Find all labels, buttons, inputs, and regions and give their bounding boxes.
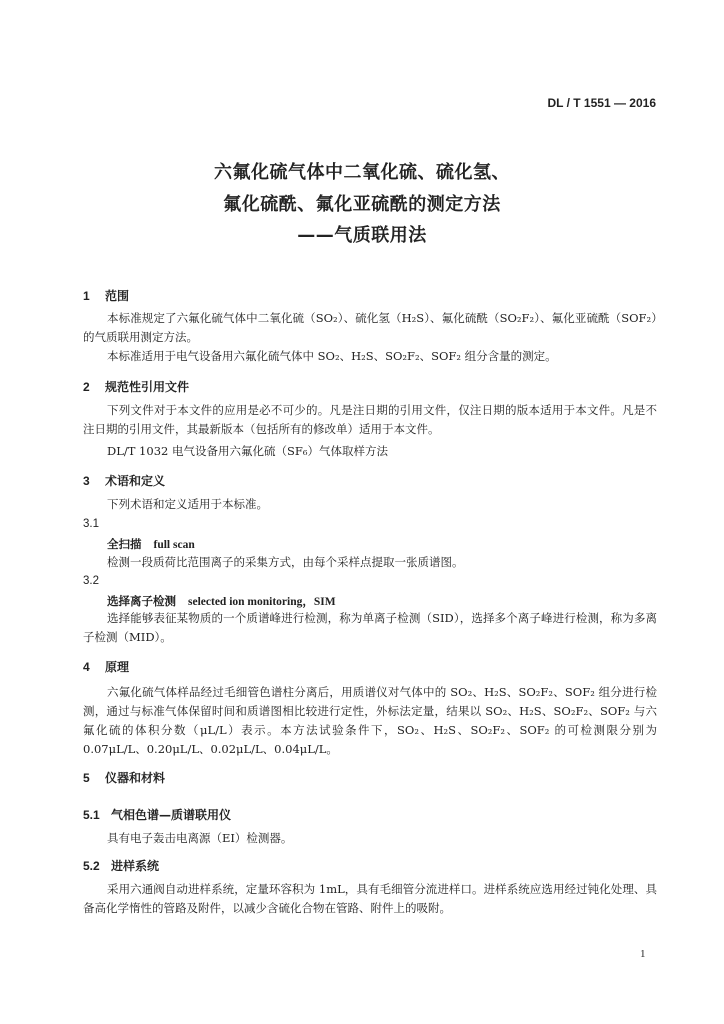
document-title-line-1: 六氟化硫气体中二氧化硫、硫化氢、 xyxy=(214,162,510,183)
section-number: 3 xyxy=(83,474,90,488)
section-title: 范围 xyxy=(105,289,130,303)
section-1-heading xyxy=(83,287,129,304)
section-number: 5 xyxy=(83,771,90,785)
term-3-1 xyxy=(107,536,195,552)
section-4-heading xyxy=(83,658,129,675)
section-number: 5.1 xyxy=(83,808,100,822)
section-number: 1 xyxy=(83,289,90,303)
section-title: 进样系统 xyxy=(111,859,160,873)
section-number: 2 xyxy=(83,380,90,394)
section-1-paragraph-2: 本标准适用于电气设备用六氟化硫气体中 SO₂、H₂S、SO₂F₂、SOF₂ 组分含量的测定。 xyxy=(107,349,557,363)
term-3-2-definition: 选择能够表征某物质的一个质谱峰进行检测，称为单离子检测（SID），选择多个离子峰进行检测，称为多离子检测（MID）。 xyxy=(83,611,657,644)
page-number: 1 xyxy=(640,948,646,960)
section-title: 规范性引用文件 xyxy=(105,380,190,394)
section-5-2-heading xyxy=(83,857,159,874)
standard-number: DL / T 1551 — 2016 xyxy=(547,96,656,110)
term-3-1-number: 3.1 xyxy=(83,518,99,530)
term-chinese: 选择离子检测 xyxy=(107,594,176,608)
section-5-heading xyxy=(83,769,165,786)
section-4-paragraph-1: 六氟化硫气体样品经过毛细管色谱柱分离后，用质谱仪对气体中的 SO₂、H₂S、SO₂F₂、SOF₂ 组分进行检测，通过与标准气体保留时间和质谱图相比较进行定性，外标法定量，结果以 SO₂、H₂S、SO₂F₂、SOF₂ 与六氟化硫的体积分数（μL/L）表示。本方法试验条件下，SO₂、H₂S、SO₂F₂、SOF₂ 的可检测限分别为 0.07μL/L、0.20μL/L、0.02μL/L、0.04μL/L。 xyxy=(83,685,657,756)
term-english: selected ion monitoring，SIM xyxy=(188,596,336,608)
section-5-1-heading xyxy=(83,806,231,823)
term-3-1-definition: 检测一段质荷比范围离子的采集方式，由每个采样点提取一张质谱图。 xyxy=(107,555,464,569)
section-5-1-paragraph: 具有电子轰击电离源（EI）检测器。 xyxy=(107,831,293,845)
term-3-2 xyxy=(107,593,336,609)
term-3-2-number: 3.2 xyxy=(83,575,99,587)
section-2-heading xyxy=(83,378,189,395)
document-title-line-3: ——气质联用法 xyxy=(297,225,427,246)
section-title: 仪器和材料 xyxy=(105,771,166,785)
section-number: 4 xyxy=(83,660,90,674)
section-title: 原理 xyxy=(105,660,130,674)
section-title: 术语和定义 xyxy=(105,474,166,488)
section-5-2-paragraph: 采用六通阀自动进样系统，定量环容积为 1mL，具有毛细管分流进样口。进样系统应选用经过钝化处理、具备高化学惰性的管路及附件，以减少含硫化合物在管路、附件上的吸附。 xyxy=(83,882,657,915)
normative-reference: DL/T 1032 电气设备用六氟化硫（SF₆）气体取样方法 xyxy=(107,444,388,458)
term-english: full scan xyxy=(153,539,195,551)
term-chinese: 全扫描 xyxy=(107,537,142,551)
section-3-intro: 下列术语和定义适用于本标准。 xyxy=(107,497,268,511)
document-title-line-2: 氟化硫酰、氟化亚硫酰的测定方法 xyxy=(223,194,501,215)
section-2-paragraph-1: 下列文件对于本文件的应用是必不可少的。凡是注日期的引用文件，仅注日期的版本适用于本文件。凡是不注日期的引用文件，其最新版本（包括所有的修改单）适用于本文件。 xyxy=(83,403,657,436)
section-number: 5.2 xyxy=(83,859,100,873)
section-1-paragraph-1: 本标准规定了六氟化硫气体中二氧化硫（SO₂）、硫化氢（H₂S）、氟化硫酰（SO₂F₂）、氟化亚硫酰（SOF₂）的气质联用测定方法。 xyxy=(83,311,657,344)
section-title: 气相色谱—质谱联用仪 xyxy=(111,808,232,822)
section-3-heading xyxy=(83,472,165,489)
